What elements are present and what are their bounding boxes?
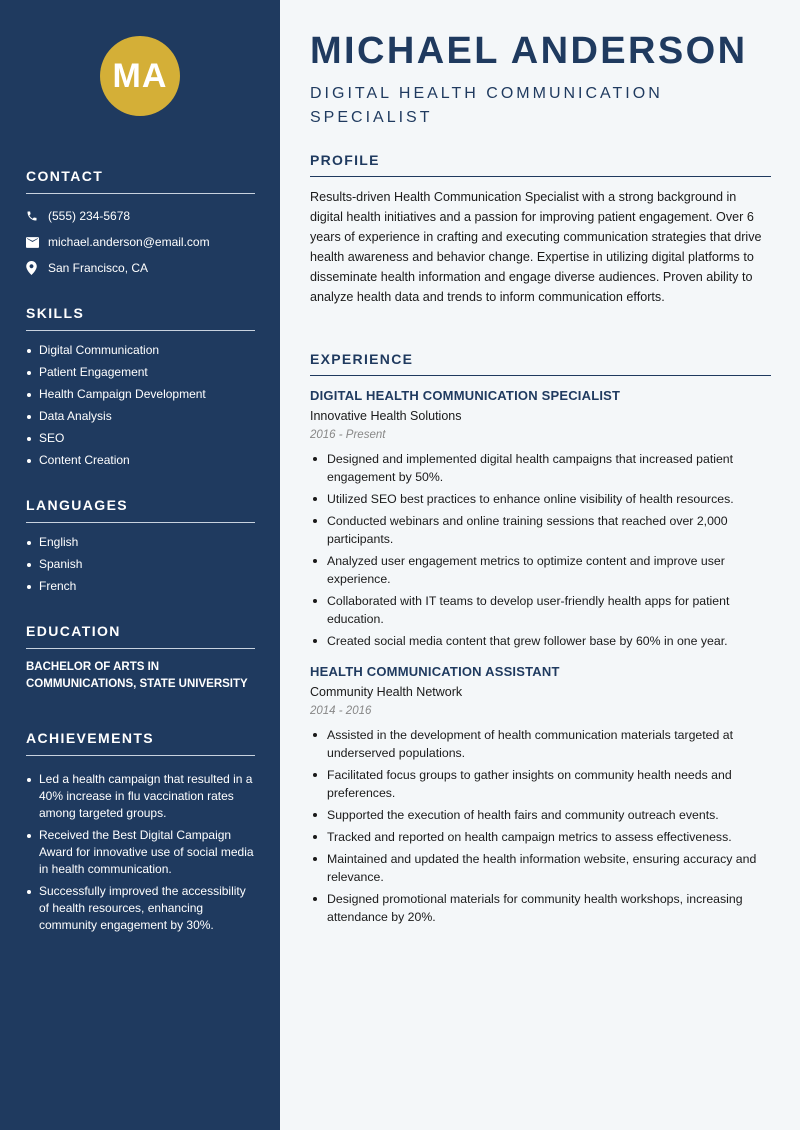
skills-section [26, 305, 255, 474]
contact-section [26, 168, 255, 281]
education-section [26, 623, 255, 693]
job-bullet: Assisted in the development of health communication materials targeted at underserved populations. [310, 726, 771, 762]
job-title: HEALTH COMMUNICATION ASSISTANT [310, 664, 560, 679]
contact-email [26, 229, 255, 255]
skill-item: SEO [26, 430, 255, 452]
contact-location [26, 255, 255, 281]
mail-icon [26, 237, 48, 248]
candidate-name: MICHAEL ANDERSON [310, 30, 748, 72]
skills-heading: SKILLS [26, 305, 255, 331]
job-bullet: Conducted webinars and online training sessions that reached over 2,000 participants. [310, 512, 771, 548]
job-entry [310, 664, 771, 926]
achievement-item: Successfully improved the accessibility of health resources, enhancing community engagement by 30%. [26, 883, 255, 934]
job-bullet: Collaborated with IT teams to develop user-friendly health apps for patient education. [310, 592, 771, 628]
job-bullet: Analyzed user engagement metrics to optimize content and improve user experience. [310, 552, 771, 588]
job-bullet: Designed promotional materials for community health workshops, increasing attendance by 20%. [310, 890, 771, 926]
job-company: Innovative Health Solutions [310, 409, 462, 423]
profile-heading: PROFILE [310, 152, 771, 177]
skill-item: Data Analysis [26, 408, 255, 430]
job-bullet: Supported the execution of health fairs and community outreach events. [310, 806, 771, 824]
job-bullet: Facilitated focus groups to gather insights on community health needs and preferences. [310, 766, 771, 802]
languages-heading: LANGUAGES [26, 497, 255, 523]
education-heading: EDUCATION [26, 623, 255, 649]
profile-text: Results-driven Health Communication Specialist with a strong background in digital health initiatives and a passion for improving patient engagement. Over 6 years of experience in crafting and executing communication strategies that drive health awareness and behavior change. Expertise in utilizing digital platforms to disseminate health information and engage diverse audiences. Proven ability to analyze health data and trends to inform communication efforts. [310, 190, 762, 304]
profile-section [310, 152, 771, 307]
job-dates: 2016 - Present [310, 429, 386, 441]
job-entry [310, 388, 771, 650]
job-bullet: Tracked and reported on health campaign metrics to assess effectiveness. [310, 828, 771, 846]
languages-section [26, 497, 255, 600]
achievement-item: Led a health campaign that resulted in a 40% increase in flu vaccination rates among targeted groups. [26, 771, 255, 822]
candidate-role: DIGITAL HEALTH COMMUNICATION SPECIALIST [310, 85, 663, 126]
skill-item: Patient Engagement [26, 364, 255, 386]
achievements-section [26, 730, 255, 939]
skill-item: Digital Communication [26, 342, 255, 364]
sidebar [0, 0, 280, 1130]
location-pin-icon [26, 261, 48, 275]
skill-item: Health Campaign Development [26, 386, 255, 408]
location-text: San Francisco, CA [48, 261, 149, 275]
phone-icon [26, 210, 48, 222]
job-bullet: Utilized SEO best practices to enhance online visibility of health resources. [310, 490, 771, 508]
experience-section [310, 351, 771, 930]
skill-item: Content Creation [26, 452, 255, 474]
language-item: French [26, 578, 255, 600]
contact-heading: CONTACT [26, 168, 255, 194]
job-bullet: Maintained and updated the health information website, ensuring accuracy and relevance. [310, 850, 771, 886]
job-bullet: Designed and implemented digital health campaigns that increased patient engagement by 50%. [310, 450, 771, 486]
main-content [280, 0, 800, 1130]
achievement-item: Received the Best Digital Campaign Award for innovative use of social media in health communication. [26, 827, 255, 878]
email-text: michael.anderson@email.com [48, 235, 210, 249]
experience-heading: EXPERIENCE [310, 351, 771, 376]
avatar: MA [100, 36, 180, 116]
job-bullet: Created social media content that grew follower base by 60% in one year. [310, 632, 771, 650]
job-title: DIGITAL HEALTH COMMUNICATION SPECIALIST [310, 388, 621, 403]
job-dates: 2014 - 2016 [310, 705, 372, 717]
language-item: English [26, 534, 255, 556]
phone-text: (555) 234-5678 [48, 209, 131, 223]
achievements-heading: ACHIEVEMENTS [26, 730, 255, 756]
job-company: Community Health Network [310, 685, 463, 699]
contact-phone [26, 203, 255, 229]
education-degree: BACHELOR OF ARTS IN COMMUNICATIONS, STATE UNIVERSITY [26, 661, 248, 690]
language-item: Spanish [26, 556, 255, 578]
